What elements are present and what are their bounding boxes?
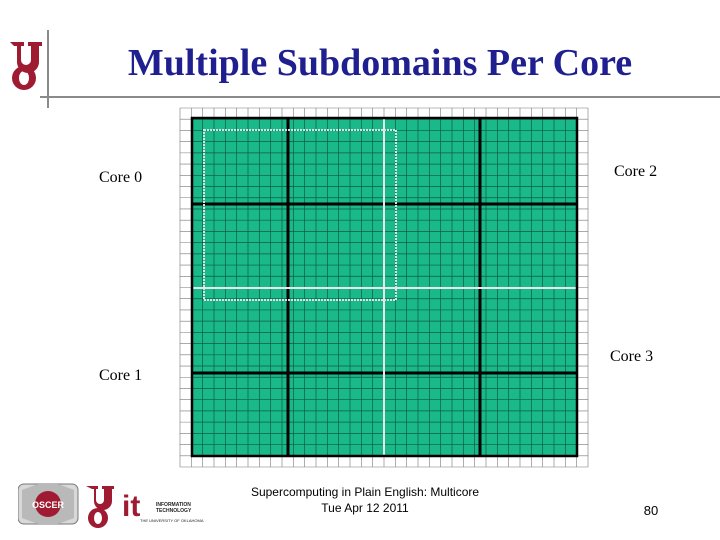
footer-line-1: Supercomputing in Plain English: Multicore	[250, 485, 480, 499]
ou-footer-logo	[86, 486, 114, 528]
slide-footer	[215, 484, 515, 516]
page-number: 80	[643, 503, 659, 518]
slide-title: Multiple Subdomains Per Core	[127, 42, 633, 84]
it-logo-text: it	[122, 490, 141, 523]
core-3-label: Core 3	[610, 348, 654, 365]
footer-logos	[18, 480, 208, 535]
oscer-logo	[18, 484, 78, 524]
oscer-logo-text: OSCER	[31, 500, 65, 510]
core-2-label: Core 2	[614, 163, 658, 180]
it-logo-sub2: TECHNOLOGY	[156, 508, 192, 514]
it-logo	[122, 490, 204, 523]
it-logo-sub3: THE UNIVERSITY OF OKLAHOMA	[140, 518, 204, 523]
core-0-label: Core 0	[99, 169, 143, 186]
footer-line-2: Tue Apr 12 2011	[321, 501, 409, 515]
core-1-label: Core 1	[99, 367, 143, 384]
it-logo-sub1: INFORMATION	[156, 502, 191, 508]
